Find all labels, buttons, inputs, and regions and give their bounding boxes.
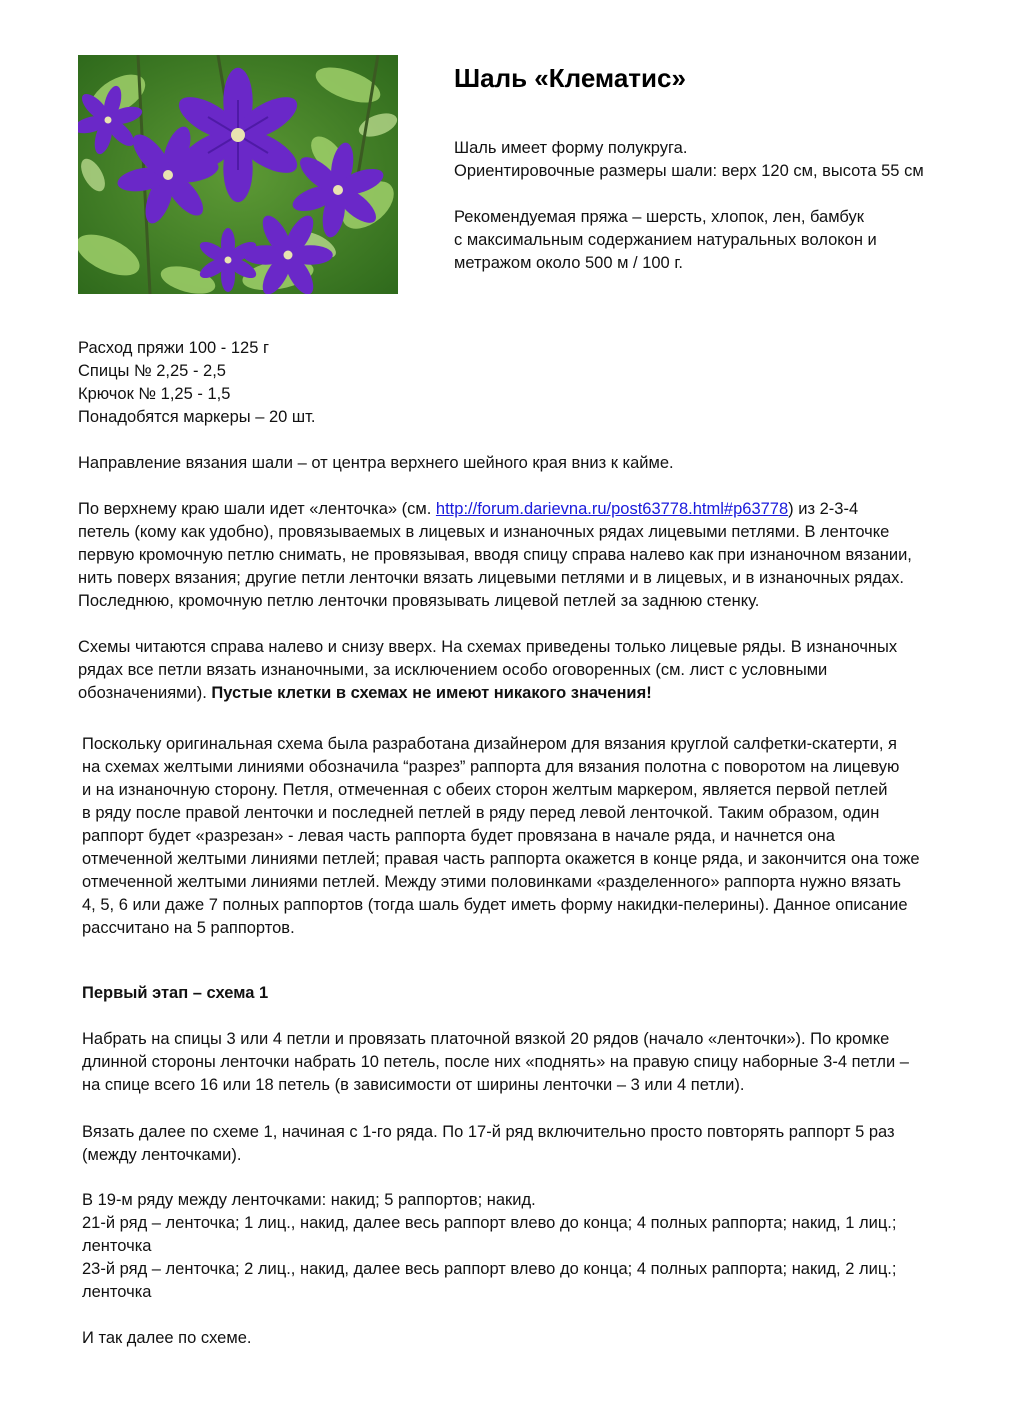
stage1-line: длинной стороны ленточки набрать 10 петель, после них «поднять» на правую спицу наборные 3-4 петли –	[82, 1053, 909, 1071]
page-title: Шаль «Клематис»	[454, 63, 686, 93]
stage1-paragraph-4	[82, 1327, 251, 1350]
materials-line: Понадобятся маркеры – 20 шт.	[78, 408, 316, 426]
ribbon-line: Последнюю, кромочную петлю ленточки провязывать лицевой петлей за заднюю стенку.	[78, 592, 760, 610]
schemes-line-3	[78, 682, 897, 705]
stage1-line: ленточка	[82, 1283, 152, 1301]
design-line: раппорт будет «разрезан» - левая часть раппорта будет провязана в начале ряда, и начнется она	[82, 827, 835, 845]
ribbon-text: ) из 2-3-4	[788, 500, 859, 518]
ribbon-paragraph	[78, 498, 912, 613]
materials-line: Спицы № 2,25 - 2,5	[78, 362, 226, 380]
stage1-line: И так далее по схеме.	[82, 1329, 252, 1347]
ribbon-line: первую кромочную петлю снимать, не провязывая, вводя спицу справа налево как при изнаночном вязании,	[78, 546, 912, 564]
intro-line: Ориентировочные размеры шали: верх 120 см, высота 55 см	[454, 162, 924, 180]
materials-block	[78, 337, 315, 429]
design-line: 4, 5, 6 или даже 7 полных раппортов (тогда шаль будет иметь форму накидки-пелерины). Данное описание	[82, 896, 908, 914]
schemes-bold-note: Пустые клетки в схемах не имеют никакого значения!	[211, 684, 652, 702]
design-line: и на изнаночную сторону. Петля, отмеченная с обеих сторон желтым маркером, является первой петлей	[82, 781, 888, 799]
stage1-paragraph-3	[82, 1189, 896, 1304]
stage1-paragraph-1	[82, 1028, 909, 1097]
stage1-line: (между ленточками).	[82, 1146, 242, 1164]
materials-line: Расход пряжи 100 - 125 г	[78, 339, 269, 357]
stage1-line: В 19-м ряду между ленточками: накид; 5 раппортов; накид.	[82, 1191, 536, 1209]
ribbon-line-1	[78, 498, 912, 521]
schemes-line: Схемы читаются справа налево и снизу вверх. На схемах приведены только лицевые ряды. В изнаночных	[78, 638, 898, 656]
schemes-paragraph	[78, 636, 897, 705]
ribbon-line: нить поверх вязания; другие петли ленточки вязать лицевыми петлями и в лицевых, и в изнаночных рядах.	[78, 569, 904, 587]
stage1-line: Набрать на спицы 3 или 4 петли и провязать платочной вязкой 20 рядов (начало «ленточки»). По кромке	[82, 1030, 890, 1048]
stage1-line: 21-й ряд – ленточка; 1 лиц., накид, далее весь раппорт влево до конца; 4 полных раппорта; накид, 1 лиц.;	[82, 1214, 897, 1232]
intro-line: с максимальным содержанием натуральных волокон и	[454, 231, 877, 249]
direction-text: Направление вязания шали – от центра верхнего шейного края вниз к кайме.	[78, 454, 674, 472]
intro-line: Рекомендуемая пряжа – шерсть, хлопок, лен, бамбук	[454, 208, 864, 226]
materials-line: Крючок № 1,25 - 1,5	[78, 385, 231, 403]
design-line: рассчитано на 5 раппортов.	[82, 919, 295, 937]
design-line: Поскольку оригинальная схема была разработана дизайнером для вязания круглой салфетки-скатерти, я	[82, 735, 897, 753]
stage1-heading: Первый этап – схема 1	[82, 984, 269, 1002]
schemes-line: рядах все петли вязать изнаночными, за исключением особо оговоренных (см. лист с условными	[78, 661, 828, 679]
stage1-heading-block	[82, 982, 268, 1005]
ribbon-line: петель (кому как удобно), провязываемых в лицевых и изнаночных рядах лицевыми петлями. В ленточке	[78, 523, 890, 541]
direction-paragraph	[78, 452, 674, 475]
stage1-line: 23-й ряд – ленточка; 2 лиц., накид, далее весь раппорт влево до конца; 4 полных раппорта; накид, 2 лиц.;	[82, 1260, 897, 1278]
forum-link[interactable]: http://forum.darievna.ru/post63778.html#p63778	[435, 500, 789, 518]
clematis-photo	[78, 55, 398, 294]
stage1-line: ленточка	[82, 1237, 152, 1255]
design-line: на схемах желтыми линиями обозначила “разрез” раппорта для вязания полотна с поворотом на лицевую	[82, 758, 900, 776]
design-paragraph	[82, 733, 920, 940]
stage1-line: на спице всего 16 или 18 петель (в зависимости от ширины ленточки – 3 или 4 петли).	[82, 1076, 745, 1094]
clematis-flowers-icon	[78, 55, 398, 294]
stage1-paragraph-2	[82, 1121, 895, 1167]
design-line: отмеченной желтыми линиями петлей; правая часть раппорта окажется в конце ряда, и закончится она тоже	[82, 850, 920, 868]
intro-line: метражом около 500 м / 100 г.	[454, 254, 683, 272]
design-line: отмеченной желтыми линиями петлей. Между этими половинками «разделенного» раппорта нужно вязать	[82, 873, 901, 891]
design-line: в ряду после правой ленточки и последней петлей в ряду перед левой ленточкой. Таким образом, один	[82, 804, 880, 822]
schemes-text: обозначениями).	[78, 684, 212, 702]
intro-line: Шаль имеет форму полукруга.	[454, 139, 688, 157]
ribbon-text: По верхнему краю шали идет «ленточка» (см.	[78, 500, 436, 518]
intro-block	[454, 137, 994, 275]
stage1-line: Вязать далее по схеме 1, начиная с 1-го ряда. По 17-й ряд включительно просто повторять раппорт 5 раз	[82, 1123, 895, 1141]
